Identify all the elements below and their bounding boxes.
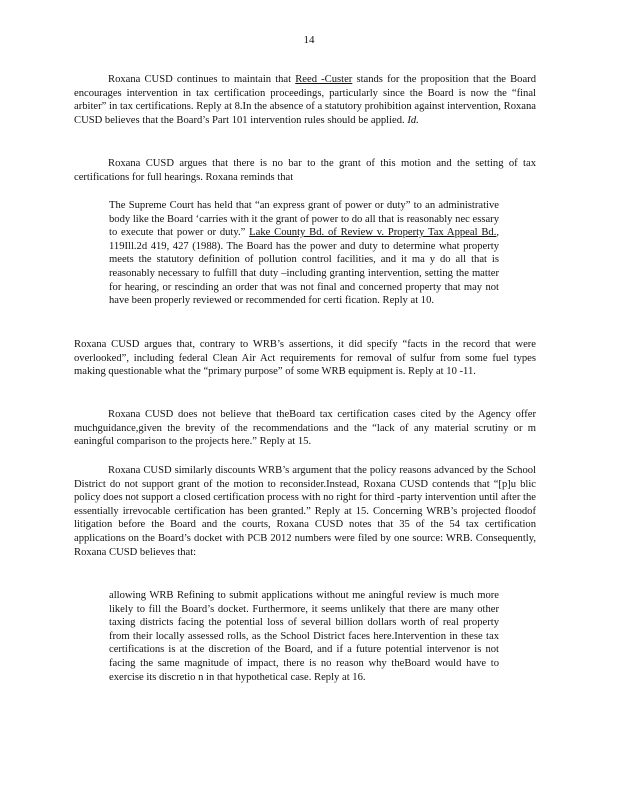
paragraph-text: stands for the proposition that the Board encourages intervention in tax certification proceedings, particularly since the Board is now the “final arbiter” in tax certifications. Reply at 8.In the absence of a statutory prohibition against intervention, Roxana CUSD believes that the Board’s Part 101 intervention rules should be applied.	[74, 74, 536, 126]
id-citation: Id.	[407, 114, 419, 126]
paragraph-contrary-assertions	[74, 338, 536, 379]
quote-text: The Supreme Court has held that “an express grant of power or duty” to an administrative body like the Board ‘carries with it the grant of power to do all that is reasonably nec essary to execute that power or duty.”	[109, 200, 499, 239]
paragraph-agency-cases	[74, 408, 536, 449]
paragraph-policy-reasons	[74, 464, 536, 559]
paragraph-text: Roxana CUSD similarly discounts WRB’s argument that the policy reasons advanced by the School District do not support grant of the motion to reconsider.Instead, Roxana CUSD contends that “[p]u blic policy does not support a closed certification process with no right for third -party intervention until after the essentially irrevocable certification has been granted.” Reply at 15. Concerning WRB’s projected floodof litigation before the Board and the courts, Roxana CUSD notes that 35 of the 54 tax certification applications on the Board’s docket with PCB 2012 numbers were filed by one source: WRB. Consequently, Roxana CUSD believes that:	[74, 465, 536, 558]
paragraph-text: Roxana CUSD argues that, contrary to WRB’s assertions, it did specify “facts in the record that were overlooked”, including federal Clean Air Act requirements for removal of sulfur from some fuel types making questionable what the “primary purpose” of some WRB equipment is. Reply at 10 -11.	[74, 339, 536, 378]
block-quote-supreme-court	[109, 199, 499, 308]
paragraph-no-bar	[74, 157, 536, 184]
case-citation-reed-custer: Reed -Custer	[295, 74, 353, 85]
paragraph-reed-custer	[74, 73, 536, 127]
paragraph-text: Roxana CUSD argues that there is no bar to the grant of this motion and the setting of tax certifications for full hearings. Roxana reminds that	[74, 158, 536, 183]
quote-text: , 119Ill.2d 419, 427 (1988). The Board has the power and duty to determine what property meets the statutory definition of pollution control facilities, and it ma y do all that is reasonably necessary to fulfill that duty –including granting intervention, setting the matter for hearing, or rescinding an order that was not final and concerned property that may not have been properly reviewed or recommended for certi fication. Reply at 10.	[109, 227, 500, 307]
paragraph-text: Roxana CUSD does not believe that theBoard tax certification cases cited by the Agency offer muchguidance,given the brevity of the recommendations and the “lack of any material scrutiny or m eaningful comparison to the projects here.” Reply at 15.	[74, 409, 536, 448]
case-citation-lake-county: Lake County Bd. of Review v. Property Tax Appeal Bd.	[249, 227, 497, 239]
quote-text: allowing WRB Refining to submit applications without me aningful review is much more likely to fill the Board’s docket. Furthermore, it seems unlikely that there are many other taxing districts facing the potential loss of several billion dollars worth of real property from their locally assessed rolls, as the School District faces here.Intervention in these tax certifications is at the discretion of the Board, and if a future potential intervenor is not facing the same magnitude of impact, there is no reason why theBoard would have to exercise its discretio n in that hypothetical case. Reply at 16.	[109, 590, 499, 683]
block-quote-wrb-refining	[109, 589, 499, 684]
page-number: 14	[303, 34, 315, 46]
paragraph-text: Roxana CUSD continues to maintain that	[108, 74, 296, 85]
